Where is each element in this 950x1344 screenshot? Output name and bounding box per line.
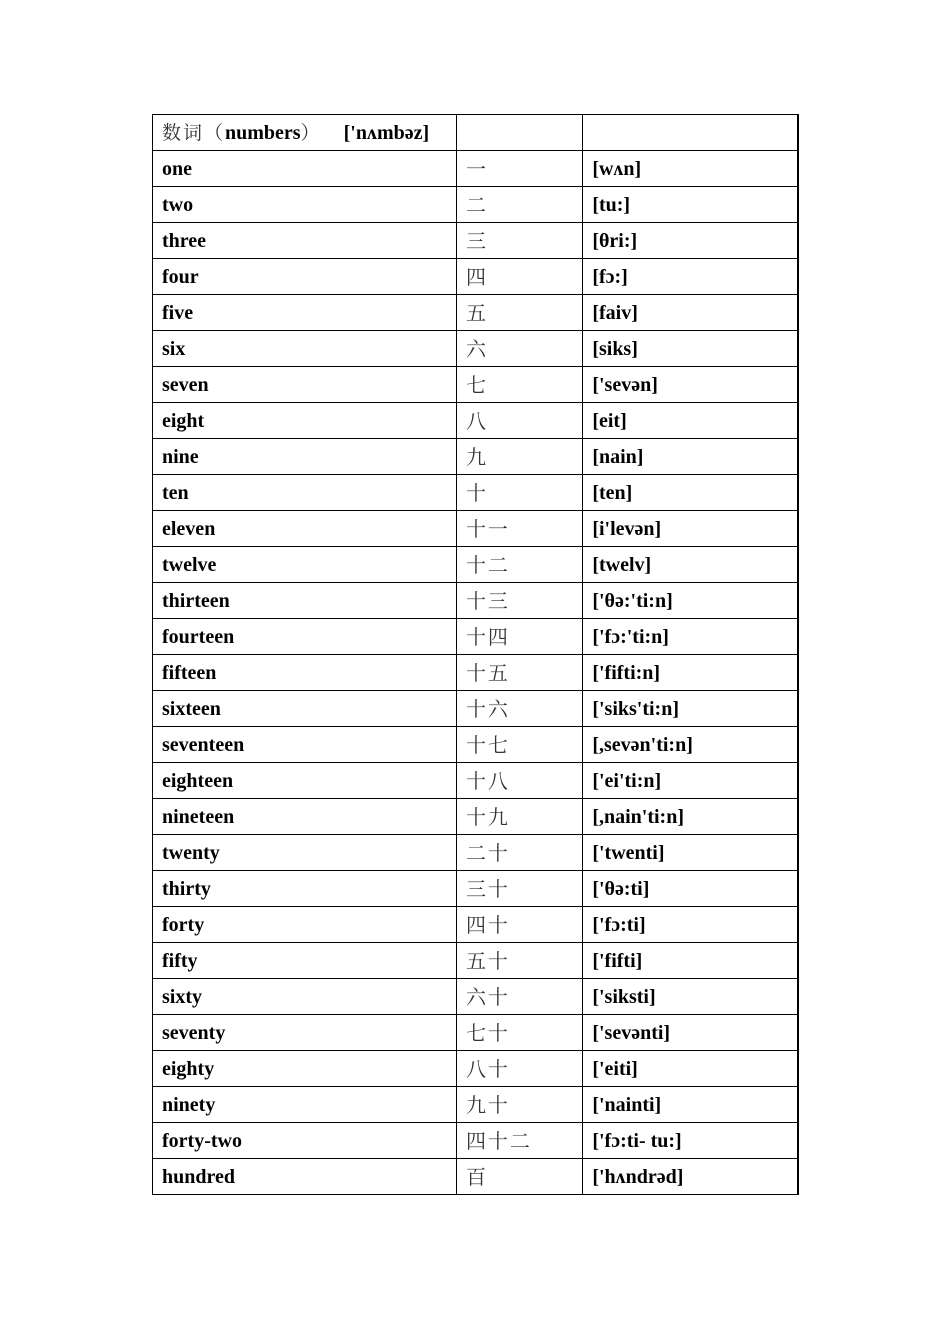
table-row xyxy=(153,871,799,907)
table-row xyxy=(153,295,799,331)
english-word-cell: sixty xyxy=(153,979,457,1015)
table-row xyxy=(153,187,799,223)
english-word-cell: fifty xyxy=(153,943,457,979)
chinese-word-cell: 九十 xyxy=(456,1087,582,1123)
english-word-cell: nineteen xyxy=(153,799,457,835)
phonetic-cell: ['θə:ti] xyxy=(583,871,798,907)
phonetic-cell: ['fifti:n] xyxy=(583,655,798,691)
phonetic-cell: [twelv] xyxy=(583,547,798,583)
table-row xyxy=(153,907,799,943)
chinese-word-cell: 三十 xyxy=(456,871,582,907)
chinese-word-cell: 十三 xyxy=(456,583,582,619)
table-row xyxy=(153,547,799,583)
table-row xyxy=(153,151,799,187)
chinese-word-cell: 六十 xyxy=(456,979,582,1015)
table-row xyxy=(153,1051,799,1087)
english-word-cell: fourteen xyxy=(153,619,457,655)
english-word-cell: seven xyxy=(153,367,457,403)
english-word-cell: thirty xyxy=(153,871,457,907)
table-row xyxy=(153,403,799,439)
english-word-cell: seventy xyxy=(153,1015,457,1051)
phonetic-cell: [tu:] xyxy=(583,187,798,223)
phonetic-cell: ['nainti] xyxy=(583,1087,798,1123)
header-chinese-label: 数词（ xyxy=(162,121,226,144)
chinese-word-cell: 四 xyxy=(456,259,582,295)
english-word-cell: five xyxy=(153,295,457,331)
table-row xyxy=(153,1087,799,1123)
numbers-vocabulary-table xyxy=(152,114,799,1195)
table-row xyxy=(153,835,799,871)
chinese-word-cell: 一 xyxy=(456,151,582,187)
header-close-paren: ） xyxy=(300,121,322,144)
english-word-cell: thirteen xyxy=(153,583,457,619)
phonetic-cell: ['sevən] xyxy=(583,367,798,403)
english-word-cell: ten xyxy=(153,475,457,511)
phonetic-cell: ['siksti] xyxy=(583,979,798,1015)
phonetic-cell: [faiv] xyxy=(583,295,798,331)
english-word-cell: seventeen xyxy=(153,727,457,763)
phonetic-cell: [ten] xyxy=(583,475,798,511)
phonetic-cell: [wʌn] xyxy=(583,151,798,187)
header-title-cell xyxy=(153,115,457,151)
table-row xyxy=(153,331,799,367)
chinese-word-cell: 十一 xyxy=(456,511,582,547)
table-row xyxy=(153,979,799,1015)
english-word-cell: fifteen xyxy=(153,655,457,691)
table-row xyxy=(153,475,799,511)
chinese-word-cell: 七十 xyxy=(456,1015,582,1051)
english-word-cell: eleven xyxy=(153,511,457,547)
english-word-cell: nine xyxy=(153,439,457,475)
english-word-cell: eight xyxy=(153,403,457,439)
chinese-word-cell: 十七 xyxy=(456,727,582,763)
table-row xyxy=(153,511,799,547)
header-empty-cell-ipa xyxy=(583,115,798,151)
english-word-cell: three xyxy=(153,223,457,259)
english-word-cell: twelve xyxy=(153,547,457,583)
table-row xyxy=(153,943,799,979)
table-body xyxy=(153,115,799,1195)
phonetic-cell: [siks] xyxy=(583,331,798,367)
header-empty-cell-chinese xyxy=(456,115,582,151)
table-row xyxy=(153,727,799,763)
chinese-word-cell: 六 xyxy=(456,331,582,367)
phonetic-cell: [fɔ:] xyxy=(583,259,798,295)
chinese-word-cell: 十 xyxy=(456,475,582,511)
chinese-word-cell: 八 xyxy=(456,403,582,439)
table-row xyxy=(153,1015,799,1051)
phonetic-cell: [eit] xyxy=(583,403,798,439)
chinese-word-cell: 十五 xyxy=(456,655,582,691)
table-row xyxy=(153,259,799,295)
table-row xyxy=(153,619,799,655)
phonetic-cell: [i'levən] xyxy=(583,511,798,547)
english-word-cell: ninety xyxy=(153,1087,457,1123)
table-row xyxy=(153,691,799,727)
phonetic-cell: ['fifti] xyxy=(583,943,798,979)
phonetic-cell: [nain] xyxy=(583,439,798,475)
chinese-word-cell: 十九 xyxy=(456,799,582,835)
chinese-word-cell: 二十 xyxy=(456,835,582,871)
chinese-word-cell: 五十 xyxy=(456,943,582,979)
chinese-word-cell: 九 xyxy=(456,439,582,475)
english-word-cell: sixteen xyxy=(153,691,457,727)
phonetic-cell: ['fɔ:ti- tu:] xyxy=(583,1123,798,1159)
table-row xyxy=(153,799,799,835)
phonetic-cell: ['fɔ:'ti:n] xyxy=(583,619,798,655)
chinese-word-cell: 百 xyxy=(456,1159,582,1195)
table-row xyxy=(153,1159,799,1195)
phonetic-cell: ['sevənti] xyxy=(583,1015,798,1051)
phonetic-cell: ['twenti] xyxy=(583,835,798,871)
phonetic-cell: ['θə:'ti:n] xyxy=(583,583,798,619)
english-word-cell: two xyxy=(153,187,457,223)
header-ipa-label: ['nʌmbəz] xyxy=(343,121,430,144)
english-word-cell: six xyxy=(153,331,457,367)
table-row xyxy=(153,439,799,475)
chinese-word-cell: 十八 xyxy=(456,763,582,799)
english-word-cell: forty xyxy=(153,907,457,943)
table-row xyxy=(153,367,799,403)
english-word-cell: hundred xyxy=(153,1159,457,1195)
chinese-word-cell: 二 xyxy=(456,187,582,223)
phonetic-cell: ['ei'ti:n] xyxy=(583,763,798,799)
english-word-cell: one xyxy=(153,151,457,187)
table-row xyxy=(153,763,799,799)
phonetic-cell: ['eiti] xyxy=(583,1051,798,1087)
english-word-cell: twenty xyxy=(153,835,457,871)
english-word-cell: eighty xyxy=(153,1051,457,1087)
phonetic-cell: ['hʌndrəd] xyxy=(583,1159,798,1195)
table-row xyxy=(153,583,799,619)
english-word-cell: four xyxy=(153,259,457,295)
phonetic-cell: ['fɔ:ti] xyxy=(583,907,798,943)
chinese-word-cell: 四十二 xyxy=(456,1123,582,1159)
chinese-word-cell: 八十 xyxy=(456,1051,582,1087)
table-row xyxy=(153,223,799,259)
chinese-word-cell: 十六 xyxy=(456,691,582,727)
chinese-word-cell: 十二 xyxy=(456,547,582,583)
chinese-word-cell: 七 xyxy=(456,367,582,403)
phonetic-cell: [θri:] xyxy=(583,223,798,259)
phonetic-cell: [,nain'ti:n] xyxy=(583,799,798,835)
chinese-word-cell: 四十 xyxy=(456,907,582,943)
phonetic-cell: ['siks'ti:n] xyxy=(583,691,798,727)
phonetic-cell: [,sevən'ti:n] xyxy=(583,727,798,763)
chinese-word-cell: 五 xyxy=(456,295,582,331)
table-row xyxy=(153,655,799,691)
chinese-word-cell: 十四 xyxy=(456,619,582,655)
table-header-row xyxy=(153,115,799,151)
header-english-label: numbers xyxy=(225,121,301,144)
english-word-cell: forty-two xyxy=(153,1123,457,1159)
table-row xyxy=(153,1123,799,1159)
chinese-word-cell: 三 xyxy=(456,223,582,259)
english-word-cell: eighteen xyxy=(153,763,457,799)
